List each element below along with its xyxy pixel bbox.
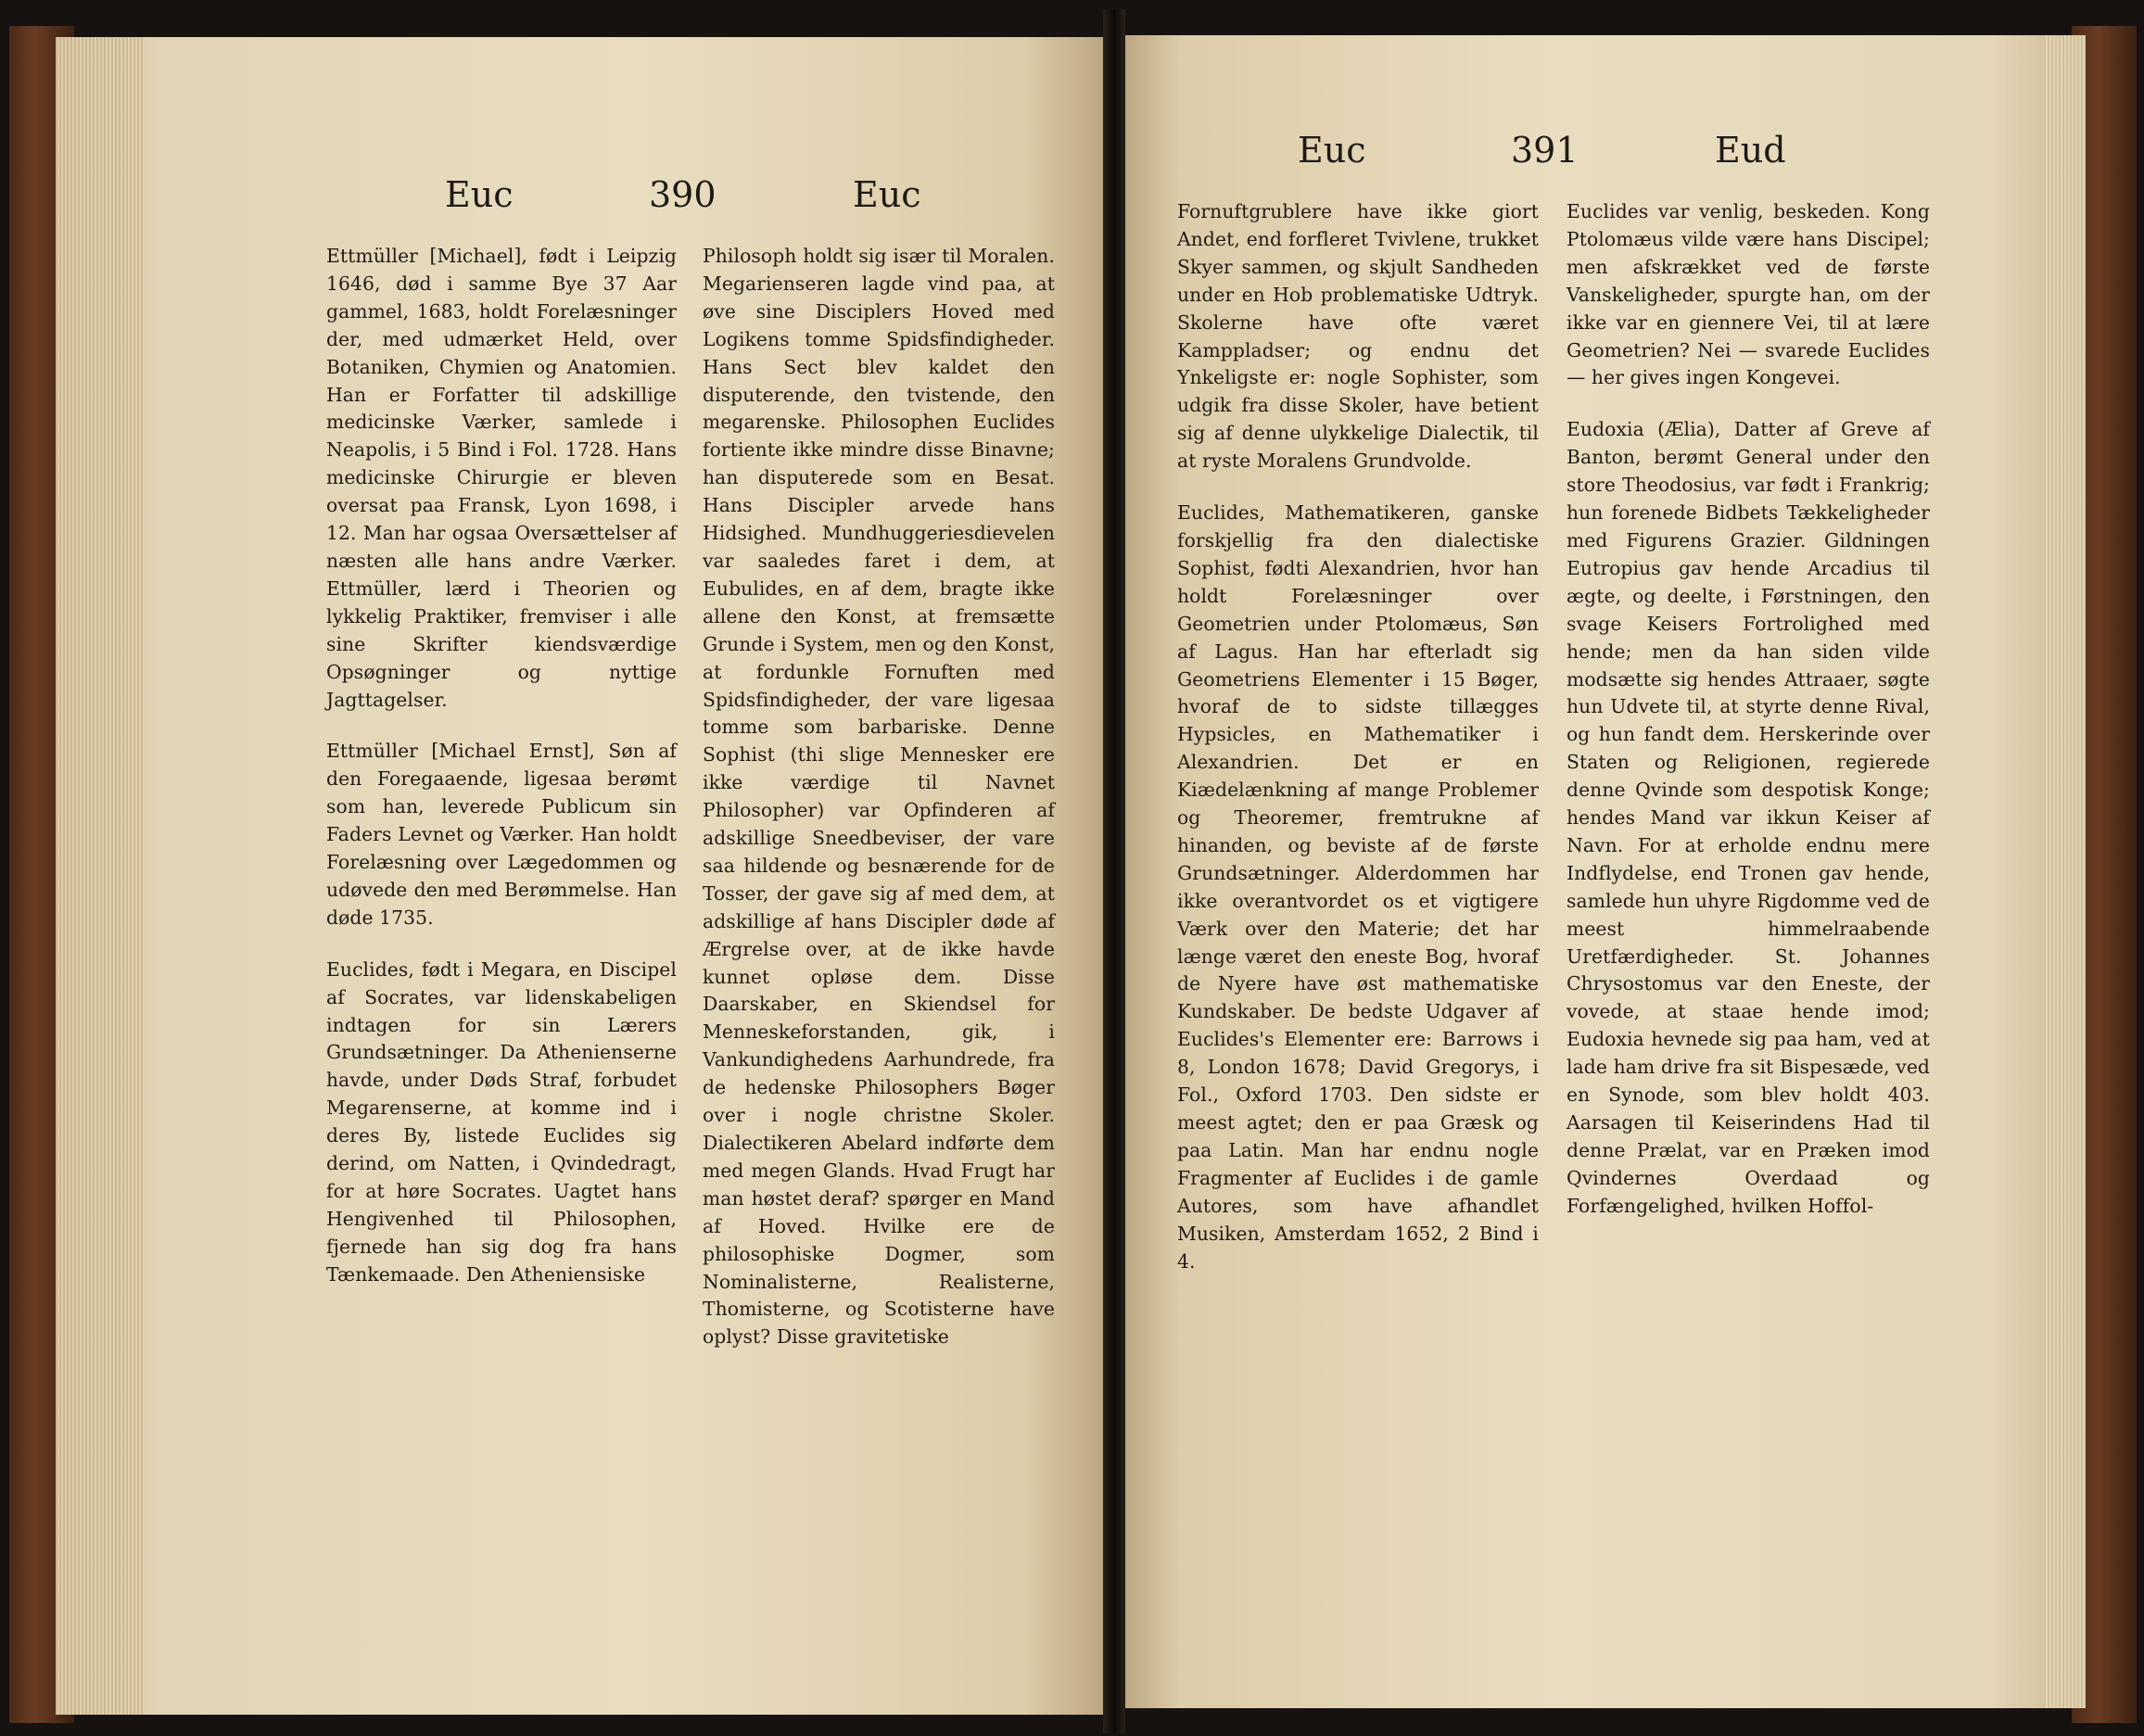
right-column-1 <box>1177 198 1539 1275</box>
right-column-2-continuation: Euclides var venlig, beskeden. Kong Ptolomæus vilde være hans Discipel; men afskrækket ved de første Vanskeligheder, spurgte han, om der ikke var en giennere Vei, til at lære Geometrien? Nei — svarede Euclides — her gives ingen Kongevei. <box>1567 200 1930 389</box>
left-header-left: Euc <box>445 174 514 215</box>
left-page-number: 390 <box>649 174 717 215</box>
left-header-right: Euc <box>853 174 921 215</box>
right-column-1-continuation: Fornuftgrublere have ikke giort Andet, end forfleret Tvivlene, trukket Skyer sammen, og skjult Sandheden under en Hob problematiske Udtryk. Skolerne have ofte været Kamppladser; og endnu det Ynkeligste er: nogle Sophister, som udgik fra disse Skoler, have betient sig af denne ulykkelige Dialectik, til at ryste Moralens Grundvolde. <box>1177 200 1539 473</box>
book-gutter <box>1103 9 1125 1733</box>
left-page-edges <box>56 37 144 1715</box>
entry-ettmuller-michael: Ettmüller [Michael], født i Leipzig 1646, død i samme Bye 37 Aar gammel, 1683, holdt Forelæsninger der, med udmærket Held, over Botaniken, Chymien og Anatomien. Han er Forfatter til adskillige medicinske Værker, samlede i Neapolis, i 5 Bind i Fol. 1728. Hans medicinske Chirurgie er bleven oversat paa Fransk, Lyon 1698, i 12. Man har ogsaa Oversættelser af næsten alle hans andre Værker. Ettmüller, lærd i Theorien og lykkelig Praktiker, fremviser i alle sine Skrifter kiendsværdige Opsøgninger og nyttige Jagttagelser. <box>326 245 677 711</box>
entry-eudoxia: Eudoxia (Ælia), Datter af Greve af Banton, berømt General under den store Theodosius, var født i Frankrig; hun forenede Bidbets Tækkeligheder med Figurens Grazier. Gildningen Eutropius gav hende Arcadius til ægte, og deelte, i Førstningen, den svage Keisers Fortrolighed med hende; men da han siden vilde modsætte sig hendes Attraaer, søgte hun Udvete til, at styrte denne Rival, og hun fandt dem. Herskerinde over Staten og Religionen, regierede denne Qvinde som despotisk Konge; hendes Mand var ikkun Keiser af Navn. For at erholde endnu mere Indflydelse, end Tronen gav hende, samlede hun uhyre Rigdomme ved de meest himmelraabende Uretfærdigheder. St. Johannes Chrysostomus var den Eneste, der vovede, at staae hende imod; Eudoxia hevnede sig paa ham, ved at lade ham drive fra sit Bispesæde, ved en Synode, som blev holdt 403. Aarsagen til Keiserindens Had til denne Prælat, var en Præken imod Qvindernes Overdaad og Forfængelighed, hvilken Hoffol- <box>1567 418 1930 1217</box>
entry-euclides-megara: Euclides, født i Megara, en Discipel af Socrates, var lidenskabeligen indtagen for sin Lærers Grundsætninger. Da Athenienserne havde, under Døds Straf, forbudet Megarenserne, at komme ind i deres By, listede Euclides sig derind, om Natten, i Qvindedragt, for at høre Socrates. Uagtet hans Hengivenhed til Philosophen, fjernede han sig dog fra hans Tænkemaade. Den Atheniensiske <box>326 957 677 1286</box>
right-page-edges <box>2044 35 2086 1708</box>
right-page-number: 391 <box>1511 130 1579 171</box>
entry-ettmuller-michael-ernst: Ettmüller [Michael Ernst], Søn af den Foregaaende, ligesaa berømt som han, leverede Publicum sin Faders Levnet og Værker. Han holdt Forelæsning over Lægedommen og udøvede den med Berømmelse. Han døde 1735. <box>326 740 677 929</box>
right-header-right: Eud <box>1715 130 1786 171</box>
entry-euclides-mathematician: Euclides, Mathematikeren, ganske forskjellig fra den dialectiske Sophist, fødti Alexandrien, hvor han holdt Forelæsninger over Geometrien under Ptolomæus, Søn af Lagus. Han har efterladt sig Geometriens Elementer i 15 Bøger, hvoraf de to sidste tillægges Hypsicles, en Mathematiker i Alexandrien. Det er en Kiædelænkning af mange Problemer og Theoremer, fremtrukne af hinanden, og beviste af de første Grundsætninger. Alderdommen har ikke overantvordet os et vigtigere Værk over den Materie; det har længe været den eneste Bog, hvoraf de Nyere have øst mathematiske Kundskaber. De bedste Udgaver af Euclides's Elementer ere: Barrows i 8, London 1678; David Gregorys, i Fol., Oxford 1703. Den sidste er meest agtet; den er paa Græsk og paa Latin. Man har endnu nogle Fragmenter af Euclides i de gamle Autores, som have afhandlet Musiken, Amsterdam 1652, 2 Bind i 4. <box>1177 501 1539 1273</box>
left-column-1 <box>326 243 677 1289</box>
left-column-2-text: Philosoph holdt sig især til Moralen. Megarienseren lagde vind paa, at øve sine Disciplers Hoved med Logikens tomme Spidsfindigheder. Hans Sect blev kaldet den disputerende, den tvistende, den megarenske. Philosophen Euclides fortiente ikke mindre disse Binavne; han disputerede som en Besat. Hans Discipler arvede hans Hidsighed. Mundhuggeriesdievelen var saaledes faret i dem, at Eubulides, en af dem, bragte ikke allene den Konst, at fremsætte Grunde i System, men og den Konst, at fordunkle Fornuften med Spidsfindigheder, der vare ligesaa tomme som barbariske. Denne Sophist (thi slige Mennesker ere ikke værdige til Navnet Philosopher) var Opfinderen af adskillige Sneedbeviser, der vare saa hildende og besnærende for de Tosser, der gave sig af med dem, at adskillige af hans Discipler døde af Ærgrelse over, at de ikke havde kunnet opløse dem. Disse Daarskaber, en Skiendsel for Menneskeforstanden, gik, i Vankundighedens Aarhundrede, fra de hedenske Philosophers Bøger over i nogle christne Skoler. Dialectikeren Abelard indførte dem med megen Glands. Hvad Frugt har man høstet deraf? spørger en Mand af Hoved. Hvilke ere de philosophiske Dogmer, som Nominalisterne, Realisterne, Thomisterne, og Scotisterne have oplyst? Disse gravitetiske <box>703 245 1055 1349</box>
left-column-2 <box>703 243 1055 1351</box>
right-column-2 <box>1567 198 1930 1221</box>
right-header-left: Euc <box>1298 130 1366 171</box>
